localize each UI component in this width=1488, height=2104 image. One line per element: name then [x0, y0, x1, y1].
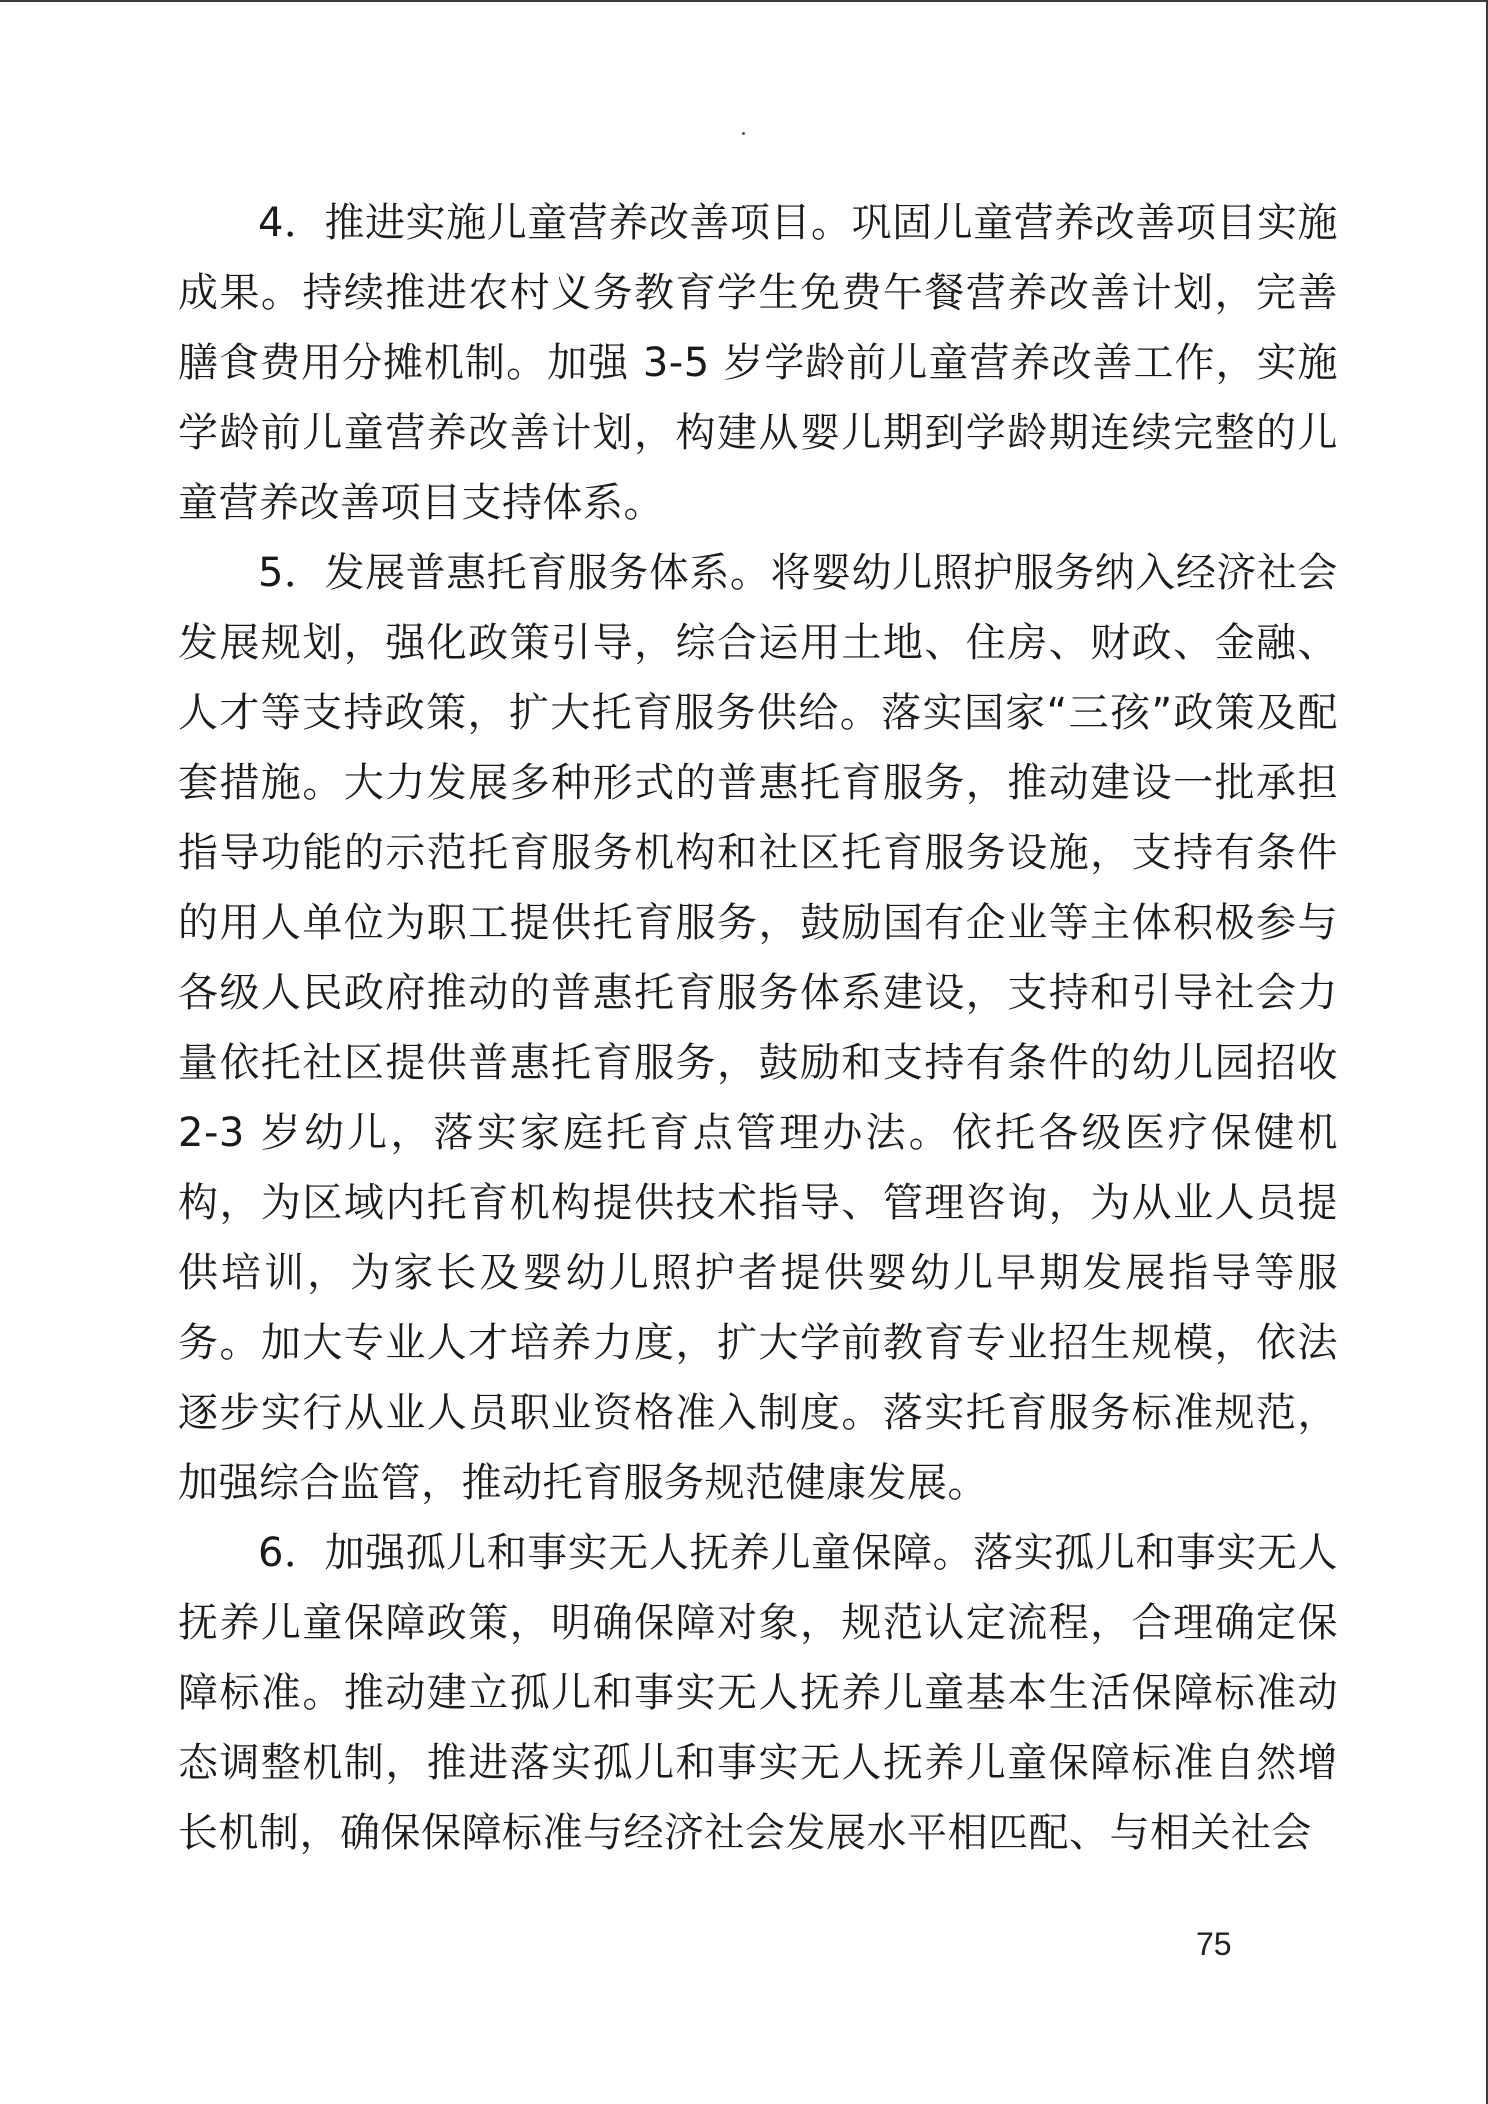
scan-speck [742, 132, 745, 135]
document-body [178, 188, 1338, 1868]
paragraph-childcare-services: 5．发展普惠托育服务体系。将婴幼儿照护服务纳入经济社会发展规划，强化政策引导，综合运用土地、住房、财政、金融、人才等支持政策，扩大托育服务供给。落实国家“三孩”政策及配套措施。大力发展多种形式的普惠托育服务，推动建设一批承担指导功能的示范托育服务机构和社区托育服务设施，支持有条件的用人单位为职工提供托育服务，鼓励国有企业等主体积极参与各级人民政府推动的普惠托育服务体系建设，支持和引导社会力量依托社区提供普惠托育服务，鼓励和支持有条件的幼儿园招收 2-3 岁幼儿，落实家庭托育点管理办法。依托各级医疗保健机构，为区域内托育机构提供技术指导、管理咨询，为从业人员提供培训，为家长及婴幼儿照护者提供婴幼儿早期发展指导等服务。加大专业人才培养力度，扩大学前教育专业招生规模，依法逐步实行从业人员职业资格准入制度。落实托育服务标准规范，加强综合监管，推动托育服务规范健康发展。 [178, 550, 1338, 1506]
page-number: 75 [1196, 1926, 1232, 1962]
page-edge-top [0, 0, 1488, 2]
paragraph-nutrition-improvement: 4．推进实施儿童营养改善项目。巩固儿童营养改善项目实施成果。持续推进农村义务教育学生免费午餐营养改善计划，完善膳食费用分摊机制。加强 3-5 岁学龄前儿童营养改善工作，实施学龄前儿童营养改善计划，构建从婴儿期到学龄期连续完整的儿童营养改善项目支持体系。 [178, 200, 1338, 526]
paragraph-orphan-protection: 6．加强孤儿和事实无人抚养儿童保障。落实孤儿和事实无人抚养儿童保障政策，明确保障对象，规范认定流程，合理确定保障标准。推动建立孤儿和事实无人抚养儿童基本生活保障标准动态调整机制，推进落实孤儿和事实无人抚养儿童保障标准自然增长机制，确保保障标准与经济社会发展水平相匹配、与相关社会 [178, 1530, 1338, 1856]
